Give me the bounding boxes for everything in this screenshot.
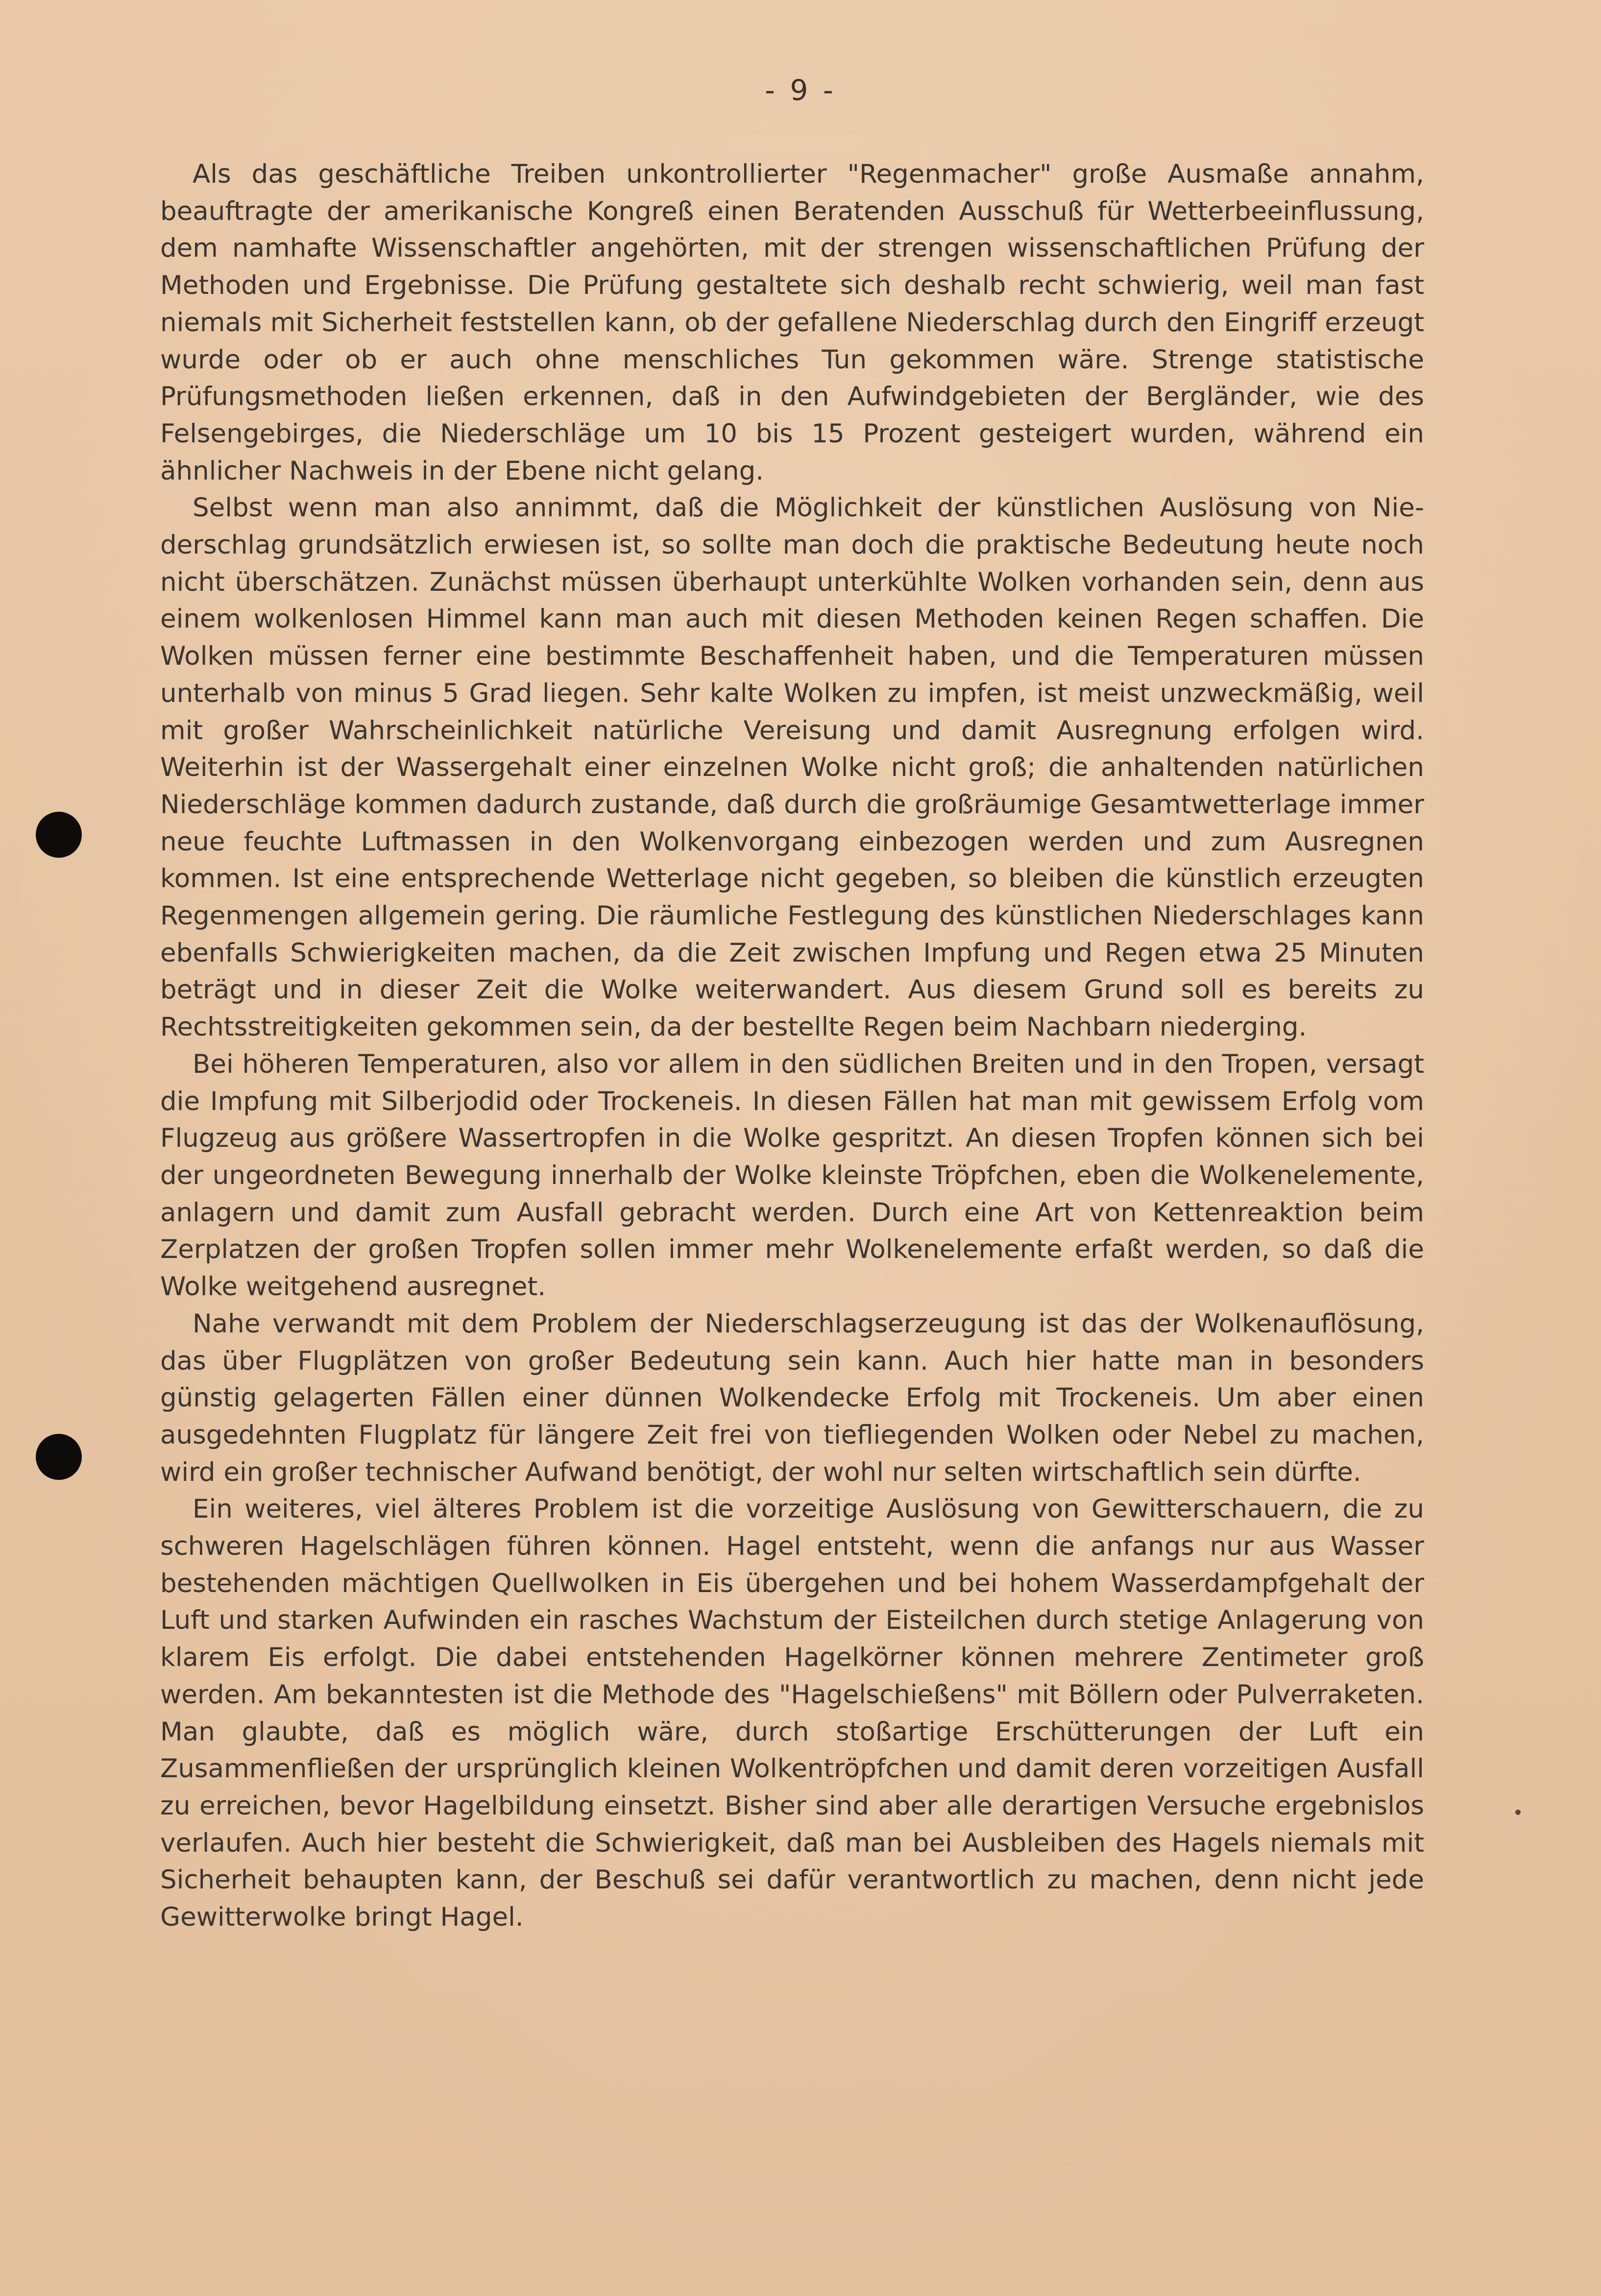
punch-hole-top bbox=[36, 812, 82, 858]
paragraph-tropen: Bei höheren Temperaturen, also vor allem in den südlichen Breiten und in den Tropen, versagt die Impfung mit Silberjodid oder Trockeneis. In diesen Fällen hat man mit gewissem Erfolg vom Flugzeug aus größere Wassertropfen in die Wolke gespritzt. An diesen Tropfen können sich bei der ungeordneten Bewegung innerhalb der Wolke kleinste Tröpfchen, eben die Wolkenelemente, anlagern und damit zum Ausfall gebracht werden. Durch eine Art von Kettenreaktion beim Zerplatzen der großen Tropfen sollen immer mehr Wolkenelemente erfaßt werden, so daß die Wolke weitgehend ausregnet. bbox=[160, 1049, 1424, 1302]
body-text bbox=[160, 156, 1424, 1936]
punch-hole-bottom bbox=[36, 1434, 82, 1480]
paragraph-hagel: Ein weiteres, viel älteres Problem ist die vorzeitige Auslösung von Gewitterschauern, die zu schweren Hagelschlägen führen können. Hagel entsteht, wenn die anfangs nur aus Wasser bestehenden mächtigen Quellwolken in Eis übergehen und bei hohem Wasserdampfgehalt der Luft und starken Aufwinden ein rasches Wachstum der Eisteilchen durch stetige Anlagerung von klarem Eis erfolgt. Die dabei entstehenden Hagelkörner können mehrere Zentimeter groß werden. Am bekanntesten ist die Methode des "Hagelschießens" mit Böllern oder Pulverraketen. Man glaubte, daß es möglich wäre, durch stoßartige Erschütterungen der Luft ein Zusammenfließen der ursprünglich kleinen Wolkentröpfchen und damit deren vorzeitigen Ausfall zu erreichen, bevor Hagelbildung einsetzt. Bisher sind aber alle derartigen Versuche ergebnislos verlaufen. Auch hier besteht die Schwierigkeit, daß man bei Ausbleiben des Hagels niemals mit Sicherheit behaupten kann, der Beschuß sei dafür verantwortlich zu machen, denn nicht jede Gewitterwolke bringt Hagel. bbox=[160, 1494, 1424, 1933]
paper-speck bbox=[1515, 1810, 1521, 1815]
page-number: - 9 - bbox=[765, 73, 836, 107]
paragraph-regenmacher: Als das geschäftliche Treiben unkontrollierter "Regenmacher" große Ausmaße annahm, beauftragte der amerikanische Kongreß einen Beratenden Ausschuß für Wetterbeeinflussung, dem namhafte Wissenschaftler angehörten, mit der strengen wissenschaftlichen Prüfung der Methoden und Ergebnisse. Die Prüfung gestaltete sich deshalb recht schwierig, weil man fast niemals mit Sicherheit feststellen kann, ob der gefallene Niederschlag durch den Eingriff erzeugt wurde oder ob er auch ohne menschliches Tun gekommen wäre. Strenge statistische Prüfungsmethoden ließen erkennen, daß in den Aufwindgebieten der Bergländer, wie des Felsengebirges, die Niederschläge um 10 bis 15 Prozent gesteigert wurden, während ein ähnlicher Nachweis in der Ebene nicht gelang. bbox=[160, 159, 1424, 486]
paragraph-bedeutung: Selbst wenn man also annimmt, daß die Möglichkeit der künstlichen Auslösung von Niederschlag grundsätzlich erwiesen ist, so sollte man doch die praktische Bedeutung heute noch nicht überschätzen. Zunächst müssen überhaupt unterkühlte Wolken vorhanden sein, denn aus einem wolkenlosen Himmel kann man auch mit diesen Methoden keinen Regen schaffen. Die Wolken müssen ferner eine bestimmte Beschaffenheit haben, und die Temperaturen müssen unterhalb von minus 5 Grad liegen. Sehr kalte Wolken zu impfen, ist meist unzweckmäßig, weil mit großer Wahrscheinlichkeit natürliche Vereisung und damit Ausregnung erfolgen wird. Weiterhin ist der Wassergehalt einer einzelnen Wolke nicht groß; die anhaltenden natürlichen Niederschläge kommen dadurch zustande, daß durch die großräumige Gesamtwetterlage immer neue feuchte Luftmassen in den Wolkenvorgang einbezogen werden und zum Ausregnen kommen. Ist eine entsprechende Wetterlage nicht gegeben, so bleiben die künstlich erzeugten Regenmengen allgemein gering. Die räumliche Festlegung des künstlichen Niederschlages kann ebenfalls Schwierigkeiten machen, da die Zeit zwischen Impfung und Regen etwa 25 Minuten beträgt und in dieser Zeit die Wolke weiterwandert. Aus diesem Grund soll es bereits zu Rechtsstreitigkeiten gekommen sein, da der bestellte Regen beim Nachbarn niederging. bbox=[160, 493, 1424, 1042]
paragraph-wolkenaufloesung: Nahe verwandt mit dem Problem der Niederschlagserzeugung ist das der Wolkenauflösung, das über Flugplätzen von großer Bedeutung sein kann. Auch hier hatte man in besonders günstig gelagerten Fällen einer dünnen Wolkendecke Erfolg mit Trockeneis. Um aber einen ausgedehnten Flugplatz für längere Zeit frei von tiefliegenden Wolken oder Nebel zu machen, wird ein großer technischer Aufwand benötigt, der wohl nur selten wirtschaftlich sein dürfte. bbox=[160, 1308, 1424, 1487]
